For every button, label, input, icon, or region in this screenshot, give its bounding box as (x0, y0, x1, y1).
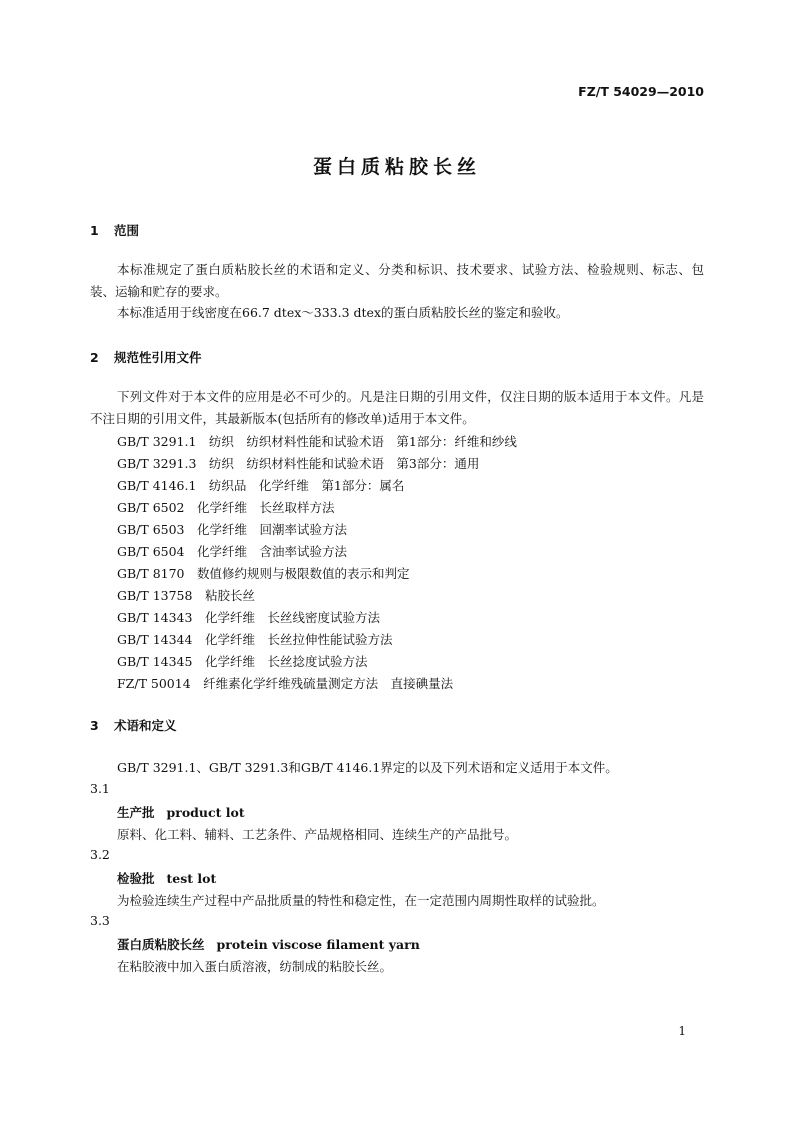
reference-item: GB/T 14343 化学纤维 长丝线密度试验方法 (117, 610, 380, 625)
term-definition: 原料、化工料、辅料、工艺条件、产品规格相同、连续生产的产品批号。 (117, 827, 518, 842)
term-english: test lot (166, 871, 217, 886)
term-chinese: 蛋白质粘胶长丝 (117, 937, 205, 952)
term-chinese: 检验批 (117, 871, 155, 886)
section-number: 2 (90, 350, 99, 365)
term-number: 3.2 (90, 847, 110, 862)
page-number: 1 (678, 1024, 686, 1038)
reference-item: GB/T 6503 化学纤维 回潮率试验方法 (117, 522, 348, 537)
reference-item: GB/T 8170 数值修约规则与极限数值的表示和判定 (117, 566, 410, 581)
section-number: 3 (90, 718, 99, 733)
reference-item: GB/T 3291.1 纺织 纺织材料性能和试验术语 第1部分：纤维和纱线 (117, 434, 517, 449)
section-number: 1 (90, 223, 99, 238)
reference-item: FZ/T 50014 纤维素化学纤维残硫量测定方法 直接碘量法 (117, 676, 454, 691)
term-definition: 为检验连续生产过程中产品批质量的特性和稳定性，在一定范围内周期性取样的试验批。 (117, 893, 605, 908)
section-title: 术语和定义 (114, 718, 177, 733)
term-heading (117, 869, 216, 887)
section-heading-scope (90, 221, 139, 239)
term-definition: 在粘胶液中加入蛋白质溶液，纺制成的粘胶长丝。 (117, 959, 393, 974)
reference-item: GB/T 6504 化学纤维 含油率试验方法 (117, 544, 348, 559)
scope-paragraph-1: 本标准规定了蛋白质粘胶长丝的术语和定义、分类和标识、技术要求、试验方法、检验规则、标志、包装、运输和贮存的要求。 (90, 262, 704, 299)
section-heading-terms (90, 716, 177, 734)
section-heading-normative-references (90, 348, 202, 366)
term-heading (117, 935, 420, 953)
section-title: 规范性引用文件 (114, 350, 202, 365)
reference-item: GB/T 13758 粘胶长丝 (117, 588, 255, 603)
term-heading (117, 803, 245, 821)
reference-item: GB/T 6502 化学纤维 长丝取样方法 (117, 500, 335, 515)
term-english: product lot (166, 805, 245, 820)
reference-item: GB/T 14344 化学纤维 长丝拉伸性能试验方法 (117, 632, 393, 647)
section-title: 范围 (114, 223, 140, 238)
term-number: 3.1 (90, 781, 110, 796)
terms-intro: GB/T 3291.1、GB/T 3291.3和GB/T 4146.1界定的以及下列术语和定义适用于本文件。 (117, 760, 618, 775)
scope-paragraph-2: 本标准适用于线密度在66.7 dtex～333.3 dtex的蛋白质粘胶长丝的鉴定和验收。 (117, 305, 569, 320)
term-english: protein viscose filament yarn (216, 937, 420, 952)
references-intro: 下列文件对于本文件的应用是必不可少的。凡是注日期的引用文件，仅注日期的版本适用于本文件。凡是不注日期的引用文件，其最新版本(包括所有的修改单)适用于本文件。 (90, 389, 704, 426)
reference-item: GB/T 4146.1 纺织品 化学纤维 第1部分：属名 (117, 478, 405, 493)
document-title: 蛋白质粘胶长丝 (312, 156, 481, 178)
reference-item: GB/T 14345 化学纤维 长丝捻度试验方法 (117, 654, 368, 669)
reference-item: GB/T 3291.3 纺织 纺织材料性能和试验术语 第3部分：通用 (117, 456, 480, 471)
term-chinese: 生产批 (117, 805, 155, 820)
term-number: 3.3 (90, 913, 110, 928)
standard-code: FZ/T 54029—2010 (578, 84, 704, 99)
